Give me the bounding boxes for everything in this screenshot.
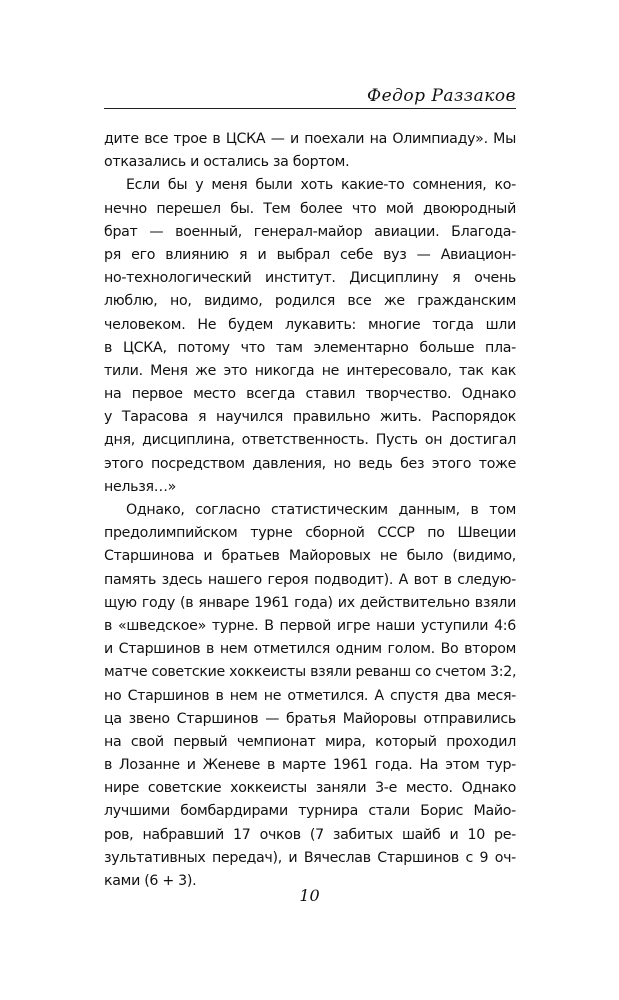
text-line: на свой первый чемпионат мира, который проходил <box>104 733 516 750</box>
text-line: на первое место всегда ставил творчество. Однако <box>104 386 516 403</box>
text-line: дня, дисциплина, ответственность. Пусть он достигал <box>104 432 516 449</box>
header-rule <box>104 108 516 109</box>
text-line: в Лозанне и Женеве в марте 1961 года. На этом тур- <box>104 757 516 774</box>
text-line: матче советские хоккеисты взяли реванш со счетом 3:2, <box>104 664 517 681</box>
page-number: 10 <box>299 886 320 905</box>
text-line: щую году (в январе 1961 года) их действительно взяли <box>104 594 516 611</box>
text-line: дите все трое в ЦСКА — и поехали на Олимпиаду». Мы <box>104 131 516 147</box>
text-line: но Старшинов в нем не отметился. А спустя два меся- <box>104 687 516 704</box>
text-line: ров, набравший 17 очков (7 забитых шайб и 10 ре- <box>104 826 516 843</box>
text-line: лучшими бомбардирами турнира стали Борис Майо- <box>104 803 516 820</box>
body-text <box>104 128 516 893</box>
text-line: нечно перешел бы. Тем более что мой двоюродный <box>104 200 516 217</box>
text-line: в ЦСКА, потому что там элементарно больше пла- <box>104 339 516 356</box>
text-line: брат — военный, генерал-майор авиации. Благода- <box>104 223 516 240</box>
text-line: люблю, но, видимо, родился все же гражданским <box>104 293 516 310</box>
text-line: у Тарасова я научился правильно жить. Распорядок <box>104 409 516 426</box>
text-line: Однако, согласно статистическим данным, в том <box>126 502 516 518</box>
text-line: нире советские хоккеисты заняли 3-е место. Однако <box>104 780 516 797</box>
text-line: память здесь нашего героя подводит). А вот в следую- <box>104 571 516 588</box>
text-line: предолимпийском турне сборной СССР по Швеции <box>104 525 516 542</box>
text-line: и Старшинов в нем отметился одним голом. Во втором <box>104 641 516 658</box>
text-line: этого посредством давления, но ведь без этого тоже <box>104 455 516 472</box>
text-line: Старшинова и братьев Майоровых не было (видимо, <box>104 548 516 565</box>
text-line: Если бы у меня были хоть какие-то сомнения, ко- <box>126 177 516 194</box>
text-line: но-технологический институт. Дисциплину я очень <box>104 270 516 287</box>
text-line: ками (6 + 3). <box>104 873 197 889</box>
text-line: в «шведское» турне. В первой игре наши уступили 4:6 <box>104 617 516 634</box>
running-header: Федор Раззаков <box>366 86 516 106</box>
text-line: зультативных передач), и Вячеслав Старшинов с 9 оч- <box>104 849 516 866</box>
text-line: нельзя…» <box>104 478 176 495</box>
text-line: отказались и остались за бортом. <box>104 154 350 171</box>
text-line: ца звено Старшинов — братья Майоровы отправились <box>104 710 516 727</box>
text-line: тили. Меня же это никогда не интересовало, так как <box>104 362 516 379</box>
text-line: человеком. Не будем лукавить: многие тогда шли <box>104 316 516 333</box>
text-line: ря его влиянию я и выбрал себе вуз — Авиацион- <box>104 246 516 263</box>
